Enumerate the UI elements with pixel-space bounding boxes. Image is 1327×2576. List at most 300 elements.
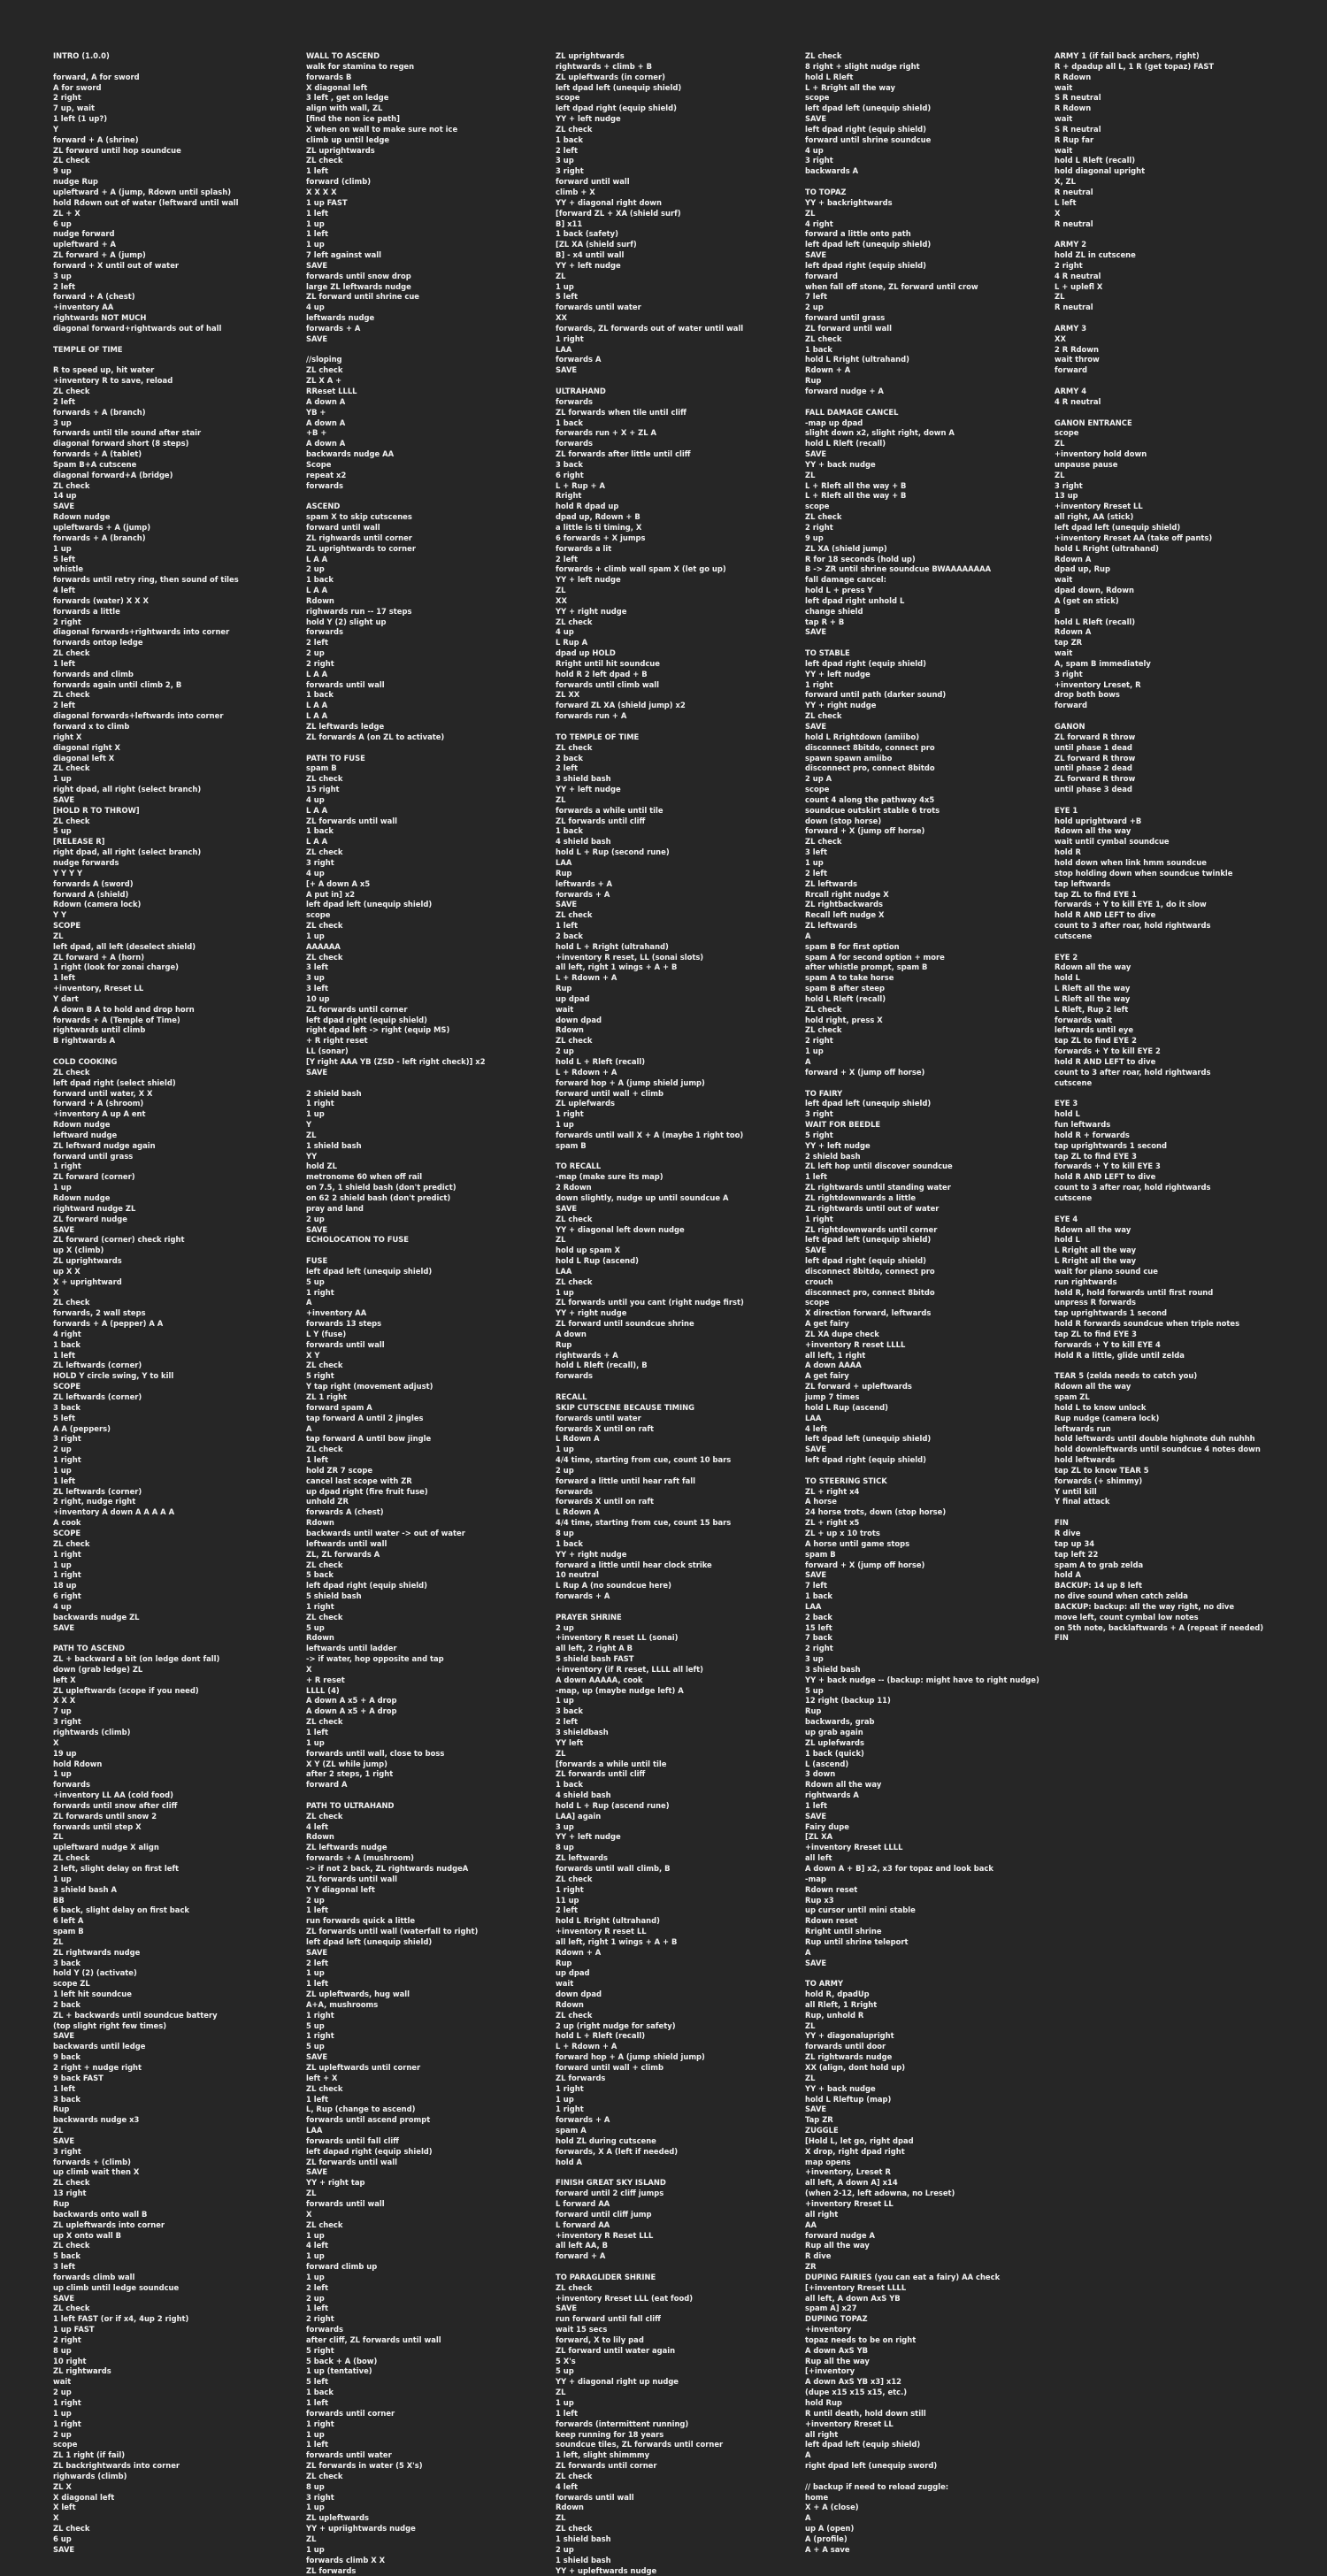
guide-line: 2 back <box>556 932 805 942</box>
guide-line: left dpad right (select shield) <box>53 1078 306 1089</box>
guide-line: hold Rdown <box>53 1760 306 1770</box>
guide-line: ZL forwards until corner <box>556 2461 805 2472</box>
guide-line: forward + X (jump off horse) <box>805 1068 1055 1078</box>
guide-line: home <box>805 2493 1055 2503</box>
guide-line: Tap ZR <box>805 2115 1055 2126</box>
guide-line: 6 forwards + X jumps <box>556 533 805 544</box>
guide-line: 3 right <box>306 2493 556 2503</box>
guide-line: 2 left <box>53 397 306 408</box>
guide-line: forward x to climb <box>53 722 306 732</box>
guide-line: hold ZR 7 scope <box>306 1466 556 1476</box>
guide-line: ZL <box>805 209 1055 219</box>
guide-line: after cliff, ZL forwards until wall <box>306 2335 556 2346</box>
guide-line: ZL forward (corner) <box>53 1172 306 1183</box>
guide-line: forwards a lit <box>556 544 805 555</box>
guide-line: ZL check <box>53 816 306 827</box>
guide-line: 7 up, wait <box>53 104 306 114</box>
guide-line: X direction forward, leftwards <box>805 1308 1055 1319</box>
guide-line: scope <box>805 1298 1055 1308</box>
guide-line <box>805 397 1055 408</box>
guide-line: up climb wait then X <box>53 2167 306 2178</box>
guide-line: 1 left hit soundcue <box>53 1990 306 2000</box>
guide-line: leftward nudge <box>53 1131 306 1141</box>
guide-line <box>1055 313 1292 324</box>
guide-line: ZL XA (shield jump) <box>805 544 1055 555</box>
guide-line: L Rup A (no soundcue here) <box>556 1581 805 1591</box>
guide-line: YY + left nudge <box>805 670 1055 680</box>
guide-line: 1 up <box>306 932 556 942</box>
guide-line: ZL check <box>53 1539 306 1550</box>
guide-line: 1 up <box>306 240 556 250</box>
guide-line: 1 left <box>306 1979 556 1990</box>
guide-line: YY + diagonal right up nudge <box>556 2377 805 2388</box>
guide-line: 2 Rdown <box>556 1183 805 1193</box>
guide-line: YY + back nudge -- (backup: might have to right nudge) <box>805 1675 1055 1686</box>
guide-line: walk for stamina to regen <box>306 62 556 73</box>
guide-line: all left, right 1 wings + A + B <box>556 1937 805 1948</box>
guide-line: ZL check <box>53 2241 306 2251</box>
guide-line: 3 back <box>556 1706 805 1717</box>
guide-line: LAA <box>805 1602 1055 1613</box>
guide-line: forwards until water <box>556 1414 805 1424</box>
guide-line: R + dpadup all L, 1 R (get topaz) FAST <box>1055 62 1292 73</box>
guide-line: 1 right <box>306 2011 556 2021</box>
guide-line: ZL check <box>556 1215 805 1225</box>
guide-line: PATH TO ASCEND <box>53 1644 306 1654</box>
guide-line: ZL + X <box>53 209 306 219</box>
guide-line: ZL leftwards <box>556 1853 805 1864</box>
guide-line: 2 right <box>1055 261 1292 272</box>
guide-line: Rup <box>556 984 805 994</box>
guide-line: forward + A <box>556 2251 805 2262</box>
guide-line: Rdown <box>556 1025 805 1036</box>
guide-line: count to 3 after roar, hold rightwards <box>1055 1183 1292 1193</box>
guide-line: ZL forward until shrine cue <box>306 292 556 303</box>
guide-line: LAA <box>306 2126 556 2136</box>
guide-line: X Y (ZL while jump) <box>306 1760 556 1770</box>
guide-line: SAVE <box>805 1445 1055 1455</box>
guide-line: SAVE <box>805 449 1055 460</box>
guide-line: 1 back <box>306 2388 556 2398</box>
guide-line: ZL forward + upleftwards <box>805 1382 1055 1392</box>
guide-line: SAVE <box>53 502 306 512</box>
guide-line: dpad up, Rup <box>1055 564 1292 575</box>
guide-line: 3 back <box>556 460 805 471</box>
guide-line: count 4 along the pathway 4x5 <box>805 795 1055 806</box>
guide-line: leftwards until wall <box>306 1539 556 1550</box>
guide-line: L left <box>1055 198 1292 209</box>
guide-line: 1 right <box>53 2419 306 2430</box>
guide-line: hold L Rright (ultrahand) <box>1055 544 1292 555</box>
guide-line: ZL check <box>306 1361 556 1371</box>
guide-line: ZL check <box>53 648 306 659</box>
guide-line: 1 left <box>306 2095 556 2105</box>
guide-line <box>306 743 556 754</box>
guide-line: forwards until water <box>556 303 805 313</box>
guide-line: + R right reset <box>306 1036 556 1046</box>
guide-line: Rdown + A <box>556 1948 805 1959</box>
guide-line: 1 up <box>306 2545 556 2556</box>
guide-line: ZL check <box>306 156 556 166</box>
guide-line: change shield <box>805 607 1055 617</box>
guide-line: YY + diagonal right down <box>556 198 805 209</box>
guide-line <box>556 1602 805 1613</box>
guide-line: hold R, dpadUp <box>805 1990 1055 2000</box>
guide-line: upleftward nudge X align <box>53 1843 306 1853</box>
guide-line: ZL check <box>306 365 556 376</box>
guide-line: hold up spam X <box>556 1246 805 1256</box>
guide-line: ZL uprightwards <box>556 51 805 62</box>
guide-line: 1 right <box>53 1162 306 1172</box>
guide-line: (top slight right few times) <box>53 2021 306 2032</box>
guide-line: all right <box>805 2210 1055 2220</box>
guide-line: ZL + right x5 <box>805 1518 1055 1529</box>
guide-line: hold A <box>556 2158 805 2168</box>
guide-line: up X onto wall B <box>53 2231 306 2242</box>
guide-line: wait <box>1055 146 1292 157</box>
guide-line: 2 right, nudge right <box>53 1497 306 1507</box>
guide-line: ZL check <box>53 763 306 774</box>
guide-line: ZL forwards <box>306 2566 556 2576</box>
guide-line: GANON <box>1055 722 1292 732</box>
guide-line: forwards wait <box>1055 1016 1292 1026</box>
guide-line: right dpad left -> right (equip MS) <box>306 1025 556 1036</box>
guide-line: LAA <box>556 858 805 869</box>
guide-line: count to 3 after roar, hold rightwards <box>1055 1068 1292 1078</box>
guide-line: +inventory R reset, LL (sonai slots) <box>556 953 805 963</box>
guide-line: 2 right <box>53 617 306 628</box>
guide-line: hold L + Rright (ultrahand) <box>556 942 805 953</box>
guide-line: righwards (climb) <box>53 2472 306 2482</box>
guide-line: forwards + Y to kill EYE 3 <box>1055 1162 1292 1172</box>
guide-line: all left, 1 right <box>805 1351 1055 1361</box>
guide-line: ZL uplefwards <box>805 1738 1055 1749</box>
guide-line: Rdown <box>556 2000 805 2011</box>
guide-line: SAVE <box>556 2304 805 2314</box>
guide-line: left dpad left (unequip shield) <box>805 240 1055 250</box>
guide-line: forwards until snow after cliff <box>53 1801 306 1812</box>
guide-line: 6 right <box>53 1591 306 1602</box>
guide-line: 3 back <box>53 1959 306 1969</box>
guide-line: L (ascend) <box>805 1760 1055 1770</box>
guide-line: forward nudge A <box>805 2231 1055 2242</box>
guide-line: 3 right <box>53 1434 306 1445</box>
guide-line: up cursor until mini stable <box>805 1905 1055 1916</box>
guide-line: ZL check <box>556 125 805 135</box>
guide-line: A, spam B immediately <box>1055 659 1292 670</box>
guide-line: forward until 2 cliff jumps <box>556 2189 805 2199</box>
guide-line: 6 up <box>53 2534 306 2545</box>
guide-line: forwards <box>556 397 805 408</box>
guide-line: until phase 1 dead <box>1055 743 1292 754</box>
guide-line: S R neutral <box>1055 93 1292 104</box>
guide-line: X <box>306 1665 556 1675</box>
guide-line: 1 left <box>805 1172 1055 1183</box>
guide-line: up A (open) <box>805 2524 1055 2534</box>
guide-line: SAVE <box>805 1246 1055 1256</box>
guide-line: TO TEMPLE OF TIME <box>556 732 805 743</box>
guide-line: SAVE <box>805 627 1055 638</box>
guide-line: forwards 13 steps <box>306 1319 556 1330</box>
guide-line: L Rdown A <box>556 1507 805 1518</box>
guide-line: forwards run + X + ZL A <box>556 428 805 439</box>
guide-line: A down A + B] x2, x3 for topaz and look back <box>805 1864 1055 1874</box>
guide-line: 1 right <box>556 2104 805 2115</box>
guide-line: Rup <box>556 869 805 879</box>
guide-line: 1 up <box>556 2398 805 2409</box>
guide-line: hold L Rleftup (map) <box>805 2095 1055 2105</box>
guide-line: ZL check <box>306 2472 556 2482</box>
guide-line: hold L Rleft (recall) <box>1055 156 1292 166</box>
guide-line: hold L <box>1055 973 1292 984</box>
guide-line: X Y <box>306 1351 556 1361</box>
guide-line: L, Rup (change to ascend) <box>306 2104 556 2115</box>
guide-line: scope <box>805 93 1055 104</box>
guide-line: scope <box>805 785 1055 795</box>
guide-line: B] - x4 until wall <box>556 250 805 261</box>
guide-line: A cook <box>53 1518 306 1529</box>
guide-line: hold L Rleft (recall) <box>805 439 1055 449</box>
guide-line: L Rdown A <box>556 1434 805 1445</box>
guide-line: left dpad left (unequip shield) <box>805 1099 1055 1109</box>
guide-line: YY + left nudge <box>556 1832 805 1843</box>
guide-line: 2 left <box>306 638 556 648</box>
guide-line: upleftward + A <box>53 240 306 250</box>
guide-line: ZL forward until wall <box>805 324 1055 334</box>
guide-line: backwards nudge ZL <box>53 1613 306 1623</box>
guide-line: dpad up HOLD <box>556 648 805 659</box>
guide-line: 1 shield bash <box>556 2556 805 2566</box>
guide-line: leftwards run <box>1055 1424 1292 1435</box>
guide-line: forwards <box>306 2325 556 2335</box>
guide-line: 5 up <box>306 2021 556 2032</box>
guide-line: LAA <box>556 345 805 356</box>
guide-line: AA <box>805 2220 1055 2231</box>
guide-line: wait <box>1055 114 1292 125</box>
guide-line: left dpad left (unequip shield) <box>805 1235 1055 1246</box>
guide-line: 1 up <box>53 1183 306 1193</box>
guide-line: ZL check <box>53 156 306 166</box>
guide-line <box>1055 1089 1292 1100</box>
guide-line: rightwards + climb + B <box>556 62 805 73</box>
guide-line: 2 up <box>53 2430 306 2441</box>
guide-line: BACKUP: 14 up 8 left <box>1055 1581 1292 1591</box>
guide-line: YY + right nudge <box>556 1308 805 1319</box>
guide-line: forwards + A <box>556 1591 805 1602</box>
guide-line: 1 back <box>556 1539 805 1550</box>
guide-line <box>306 1790 556 1801</box>
guide-line: 2 up <box>556 1466 805 1476</box>
guide-line: hold R dpad up <box>556 502 805 512</box>
guide-line: 1 up <box>556 1696 805 1706</box>
guide-line: Spam B+A cutscene <box>53 460 306 471</box>
guide-line: forward until path (darker sound) <box>805 690 1055 701</box>
guide-line: up dpad <box>556 1968 805 1979</box>
guide-line: diagonal forwards+rightwards into corner <box>53 627 306 638</box>
guide-line: 2 right <box>805 1036 1055 1046</box>
guide-line: left dpad left (equip shield) <box>805 2440 1055 2450</box>
guide-line: ZL upleftwards into corner <box>53 2220 306 2231</box>
guide-line: 3 up <box>306 973 556 984</box>
guide-line: 1 left <box>306 1728 556 1738</box>
guide-line: forwards (+ shimmy) <box>1055 1476 1292 1487</box>
guide-line: ZL <box>556 2513 805 2524</box>
guide-line: 15 right <box>306 785 556 795</box>
guide-line: 2 back <box>805 1613 1055 1623</box>
guide-line: on 7.5, 1 shield bash (don't predict) <box>306 1183 556 1193</box>
guide-line: A (get on stick) <box>1055 596 1292 607</box>
guide-line: 1 up <box>53 1466 306 1476</box>
guide-line: forwards + (climb) <box>53 2158 306 2168</box>
guide-line: ZL <box>556 272 805 282</box>
guide-line: ZL rightwards until standing water <box>805 1183 1055 1193</box>
guide-line: 1 up <box>306 2273 556 2283</box>
guide-line: ZR <box>805 2262 1055 2273</box>
guide-line: scope <box>1055 428 1292 439</box>
guide-line: SCOPE <box>53 921 306 932</box>
guide-line: climb + X <box>556 188 805 198</box>
guide-line: Hold R a little, glide until zelda <box>1055 1351 1292 1361</box>
guide-line: 3 right <box>1055 670 1292 680</box>
guide-line: A <box>805 1057 1055 1068</box>
guide-line: RECALL <box>556 1392 805 1403</box>
guide-line: A (profile) <box>805 2534 1055 2545</box>
guide-line: ZL check <box>53 2524 306 2534</box>
guide-line: forwards until wall climb, B <box>556 1864 805 1874</box>
guide-line: forwards until corner <box>306 2409 556 2419</box>
guide-line: 5 shield bash FAST <box>556 1654 805 1665</box>
guide-line: forward A <box>306 1780 556 1790</box>
guide-line: spam B for first option <box>805 942 1055 953</box>
guide-line: L Rright all the way <box>1055 1256 1292 1267</box>
guide-line: forwards A (sword) <box>53 879 306 890</box>
guide-line: forwards until water <box>306 2450 556 2461</box>
guide-line: 5 left <box>306 2377 556 2388</box>
guide-line: [find the non ice path] <box>306 114 556 125</box>
guide-line: 1 up <box>556 282 805 293</box>
guide-line: L Rleft, Rup 2 left <box>1055 1005 1292 1016</box>
guide-line: hold diagonal upright <box>1055 166 1292 177</box>
guide-line: 1 up <box>53 1560 306 1571</box>
guide-line: 1 up <box>805 858 1055 869</box>
guide-line: 2 left <box>53 701 306 711</box>
guide-line: run forward until fall cliff <box>556 2314 805 2325</box>
guide-line: A A (peppers) <box>53 1424 306 1435</box>
guide-line: forward, X to lily pad <box>556 2335 805 2346</box>
guide-line: X left <box>53 2503 306 2513</box>
guide-line: ZL check <box>306 1812 556 1822</box>
guide-line: L + uplefl X <box>1055 282 1292 293</box>
guide-line: ZL check <box>53 2304 306 2314</box>
guide-line: L + Rup + A <box>556 481 805 492</box>
guide-line: ZL upleftwards, hug wall <box>306 1990 556 2000</box>
guide-line: SAVE <box>805 250 1055 261</box>
guide-line: TEMPLE OF TIME <box>53 345 306 356</box>
guide-line: L A A <box>306 837 556 847</box>
guide-line: forward A (shield) <box>53 890 306 901</box>
guide-line: nudge forward <box>53 229 306 240</box>
guide-line: 1 up <box>306 2231 556 2242</box>
guide-line: YY <box>306 1152 556 1162</box>
guide-line: 5 back <box>53 2251 306 2262</box>
guide-line: ZL uprightwards <box>306 146 556 157</box>
guide-line: spam A to take horse <box>805 973 1055 984</box>
guide-line: ZL check <box>556 2472 805 2482</box>
guide-line: 10 neutral <box>556 1570 805 1581</box>
guide-line: 3 shield bash <box>805 1665 1055 1675</box>
guide-line: 1 back <box>306 690 556 701</box>
guide-line: A down A <box>306 397 556 408</box>
guide-line: 2 left <box>306 1959 556 1969</box>
guide-line: YY + backrightwards <box>805 198 1055 209</box>
guide-line: forwards <box>306 481 556 492</box>
guide-line: LAA <box>805 1414 1055 1424</box>
guide-line: hold leftwards <box>1055 1455 1292 1466</box>
guide-line: ZL upleftwards until corner <box>306 2063 556 2074</box>
guide-line: no dive sound when catch zelda <box>1055 1591 1292 1602</box>
guide-line: ZL check <box>805 711 1055 722</box>
guide-line: A down A <box>306 418 556 429</box>
guide-line: tap ZL to know TEAR 5 <box>1055 1466 1292 1476</box>
guide-line: ZL check <box>556 1874 805 1885</box>
guide-line: right dpad left (unequip sword) <box>805 2461 1055 2472</box>
guide-line: INTRO (1.0.0) <box>53 51 306 62</box>
guide-line: 2 up <box>805 303 1055 313</box>
guide-line: ZL forwards until cliff <box>556 1769 805 1780</box>
guide-line: spam A <box>556 2126 805 2136</box>
guide-line: 18 up <box>53 1581 306 1591</box>
guide-line: upleftwards + A (jump) <box>53 523 306 533</box>
guide-line: forwards until door <box>805 2042 1055 2052</box>
guide-line: 4/4 time, starting from cue, count 15 bars <box>556 1518 805 1529</box>
guide-line: Fairy dupe <box>805 1822 1055 1833</box>
guide-line: A for sword <box>53 83 306 94</box>
guide-line: ZL check <box>53 1853 306 1864</box>
guide-line: forwards + Y to kill EYE 2 <box>1055 1046 1292 1057</box>
guide-line: YY + right tap <box>306 2178 556 2189</box>
guide-line: ZL <box>805 2074 1055 2084</box>
guide-line: forwards <box>556 439 805 449</box>
guide-line: SAVE <box>53 1225 306 1236</box>
guide-line: A down AAAA <box>805 1361 1055 1371</box>
guide-line: +inventory R to save, reload <box>53 376 306 387</box>
guide-line: up climb until ledge soundcue <box>53 2283 306 2294</box>
guide-line: right dpad, all right (select branch) <box>53 847 306 858</box>
guide-line: 1 left <box>53 2084 306 2095</box>
guide-line: forward <box>1055 365 1292 376</box>
guide-line: 8 up <box>556 1843 805 1853</box>
guide-line: ZL <box>53 2126 306 2136</box>
guide-line: Rdown <box>556 2503 805 2513</box>
guide-line: 2 left <box>556 555 805 565</box>
guide-line: 2 up <box>53 2388 306 2398</box>
guide-line: 4 left <box>53 586 306 596</box>
guide-line: forwards (water) X X X <box>53 596 306 607</box>
guide-line: ZL leftwards (corner) <box>53 1487 306 1498</box>
guide-line: X <box>53 1288 306 1299</box>
guide-line <box>805 638 1055 648</box>
guide-line: 1 up <box>306 1738 556 1749</box>
guide-line: 2 right <box>805 1644 1055 1654</box>
guide-line: SAVE <box>306 1948 556 1959</box>
guide-line: ZL forwards after little until cliff <box>556 449 805 460</box>
guide-line: 4 left <box>306 1822 556 1833</box>
guide-line: nudge forwards <box>53 858 306 869</box>
guide-line: X + A (close) <box>805 2503 1055 2513</box>
guide-line: forward spam A <box>306 1403 556 1414</box>
guide-line: TO STEERING STICK <box>805 1476 1055 1487</box>
guide-line: forwards A <box>556 355 805 365</box>
